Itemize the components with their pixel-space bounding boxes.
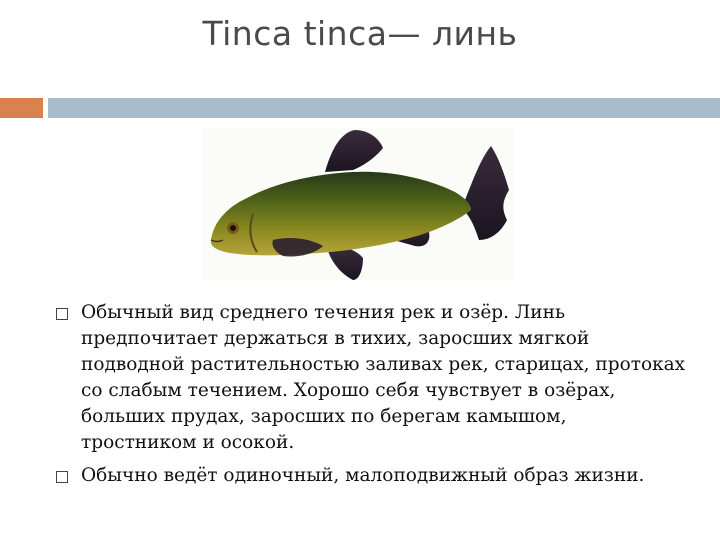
dorsal-fin: [325, 130, 383, 172]
bullet-text: Обычно ведёт одиночный, малоподвижный образ жизни.: [81, 465, 645, 486]
fish-body: [211, 172, 471, 256]
bullet-item: [56, 300, 686, 456]
tench-illustration: [203, 128, 515, 280]
square-bullet-icon: [56, 308, 68, 320]
slide-title: Tinca tinca— линь: [202, 14, 518, 53]
tail-fin: [465, 146, 509, 240]
bullet-text: Обычный вид среднего течения рек и озёр. Линь предпочитает держаться в тихих, заросших мягкой подводной растительностью заливах рек, старицах, протоках со слабым течением. Хорошо себя чувствует в озёрах, больших прудах, заросших по берегам камышом, тростником и осокой.: [81, 302, 686, 453]
bullet-item: [56, 463, 686, 489]
bullet-list: [56, 300, 686, 496]
title-rule: [48, 98, 720, 118]
fish-image: [203, 128, 515, 280]
title-rule-accent: [0, 98, 43, 118]
square-bullet-icon: [56, 471, 68, 483]
